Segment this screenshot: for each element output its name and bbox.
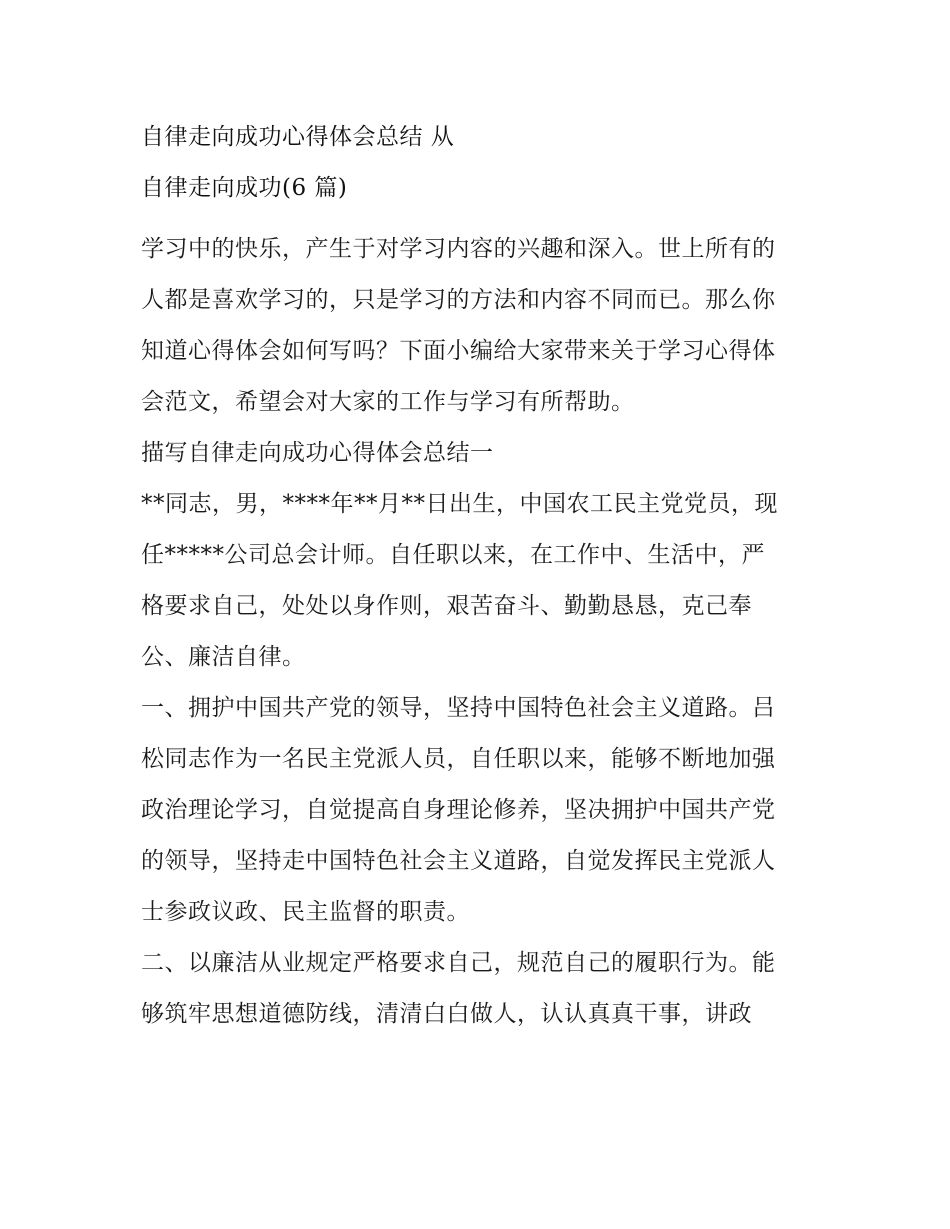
text-line: 士参政议政、民主监督的职责。 [141,899,470,925]
text-line: **同志，男，****年**月**日出生，中国农工民主党党员，现 [141,491,778,517]
text-line: 政治理论学习，自觉提高自身理论修养，坚决拥护中国共产党 [141,797,776,823]
text-line: 会范文，希望会对大家的工作与学习有所帮助。 [141,389,635,415]
document-body [141,224,821,1040]
profile-paragraph [141,479,821,683]
document-title [141,112,821,214]
text-line: 人都是喜欢学习的，只是学习的方法和内容不同而已。那么你 [141,287,776,313]
text-line: 任*****公司总会计师。自任职以来，在工作中、生活中，严 [141,542,765,568]
point-one-paragraph [141,683,821,938]
point-two-paragraph [141,938,821,1040]
text-line: 一、拥护中国共产党的领导，坚持中国特色社会主义道路。吕 [141,695,776,721]
text-line: 格要求自己，处处以身作则，艰苦奋斗、勤勤恳恳，克己奉 [141,593,752,619]
title-line: 自律走向成功心得体会总结 从 [141,124,455,150]
text-line: 知道心得体会如何写吗？下面小编给大家带来关于学习心得体 [141,338,776,364]
text-line: 描写自律走向成功心得体会总结一 [141,440,494,466]
section-heading [141,428,821,479]
text-line: 公、廉洁自律。 [141,644,306,670]
text-line: 学习中的快乐，产生于对学习内容的兴趣和深入。世上所有的 [141,236,776,262]
document-page [141,112,821,1040]
text-line: 的领导，坚持走中国特色社会主义道路，自觉发挥民主党派人 [141,848,776,874]
text-line: 松同志作为一名民主党派人员，自任职以来，能够不断地加强 [141,746,776,772]
intro-paragraph [141,224,821,428]
title-line: 自律走向成功(6 篇) [141,175,348,201]
text-line: 二、以廉洁从业规定严格要求自己，规范自己的履职行为。能 [141,950,776,976]
text-line: 够筑牢思想道德防线，清清白白做人，认认真真干事，讲政 [141,1001,752,1027]
